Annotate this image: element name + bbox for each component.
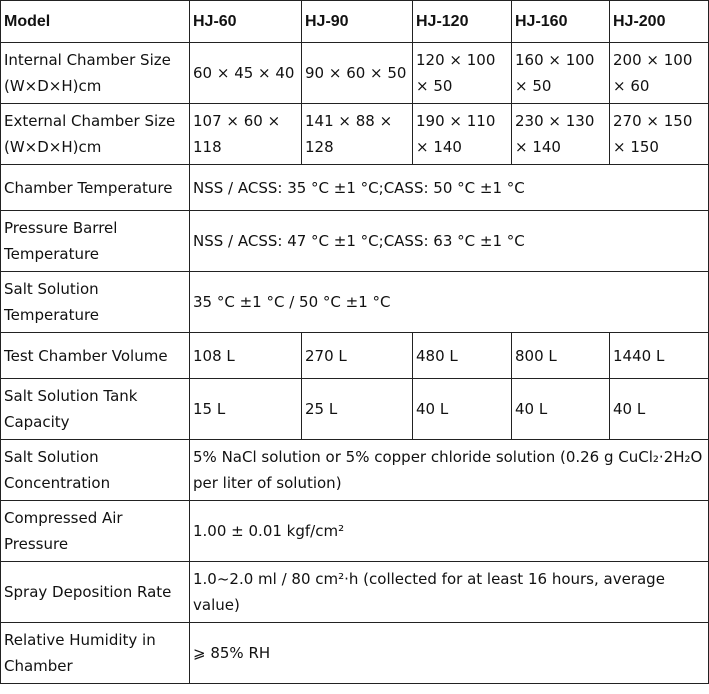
table-cell: 40 L [413,379,512,440]
row-label: Salt Solution Tank Capacity [1,379,190,440]
table-row [1,440,709,501]
table-cell: 230 × 130 × 140 [512,104,610,165]
table-row [1,562,709,623]
row-label: Salt Solution Concentration [1,440,190,501]
table-cell: 160 × 100 × 50 [512,43,610,104]
row-label: Salt Solution Temperature [1,272,190,333]
table-cell-merged: 5% NaCl solution or 5% copper chloride solution (0.26 g CuCl₂·2H₂O per liter of solution) [190,440,709,501]
table-row [1,272,709,333]
table-row [1,623,709,684]
table-cell-merged: ⩾ 85% RH [190,623,709,684]
row-label: External Chamber Size (W×D×H)cm [1,104,190,165]
header-cell-hj160: HJ-160 [512,1,610,43]
table-cell: 270 × 150 × 150 [610,104,709,165]
table-row [1,165,709,211]
header-cell-hj90: HJ-90 [302,1,413,43]
table-cell: 141 × 88 × 128 [302,104,413,165]
table-row [1,104,709,165]
table-cell: 120 × 100 × 50 [413,43,512,104]
row-label: Relative Humidity in Chamber [1,623,190,684]
header-cell-hj120: HJ-120 [413,1,512,43]
table-row [1,43,709,104]
table-cell: 480 L [413,333,512,379]
table-row [1,501,709,562]
table-cell-merged: NSS / ACSS: 35 °C ±1 °C;CASS: 50 °C ±1 °C [190,165,709,211]
table-row [1,379,709,440]
row-label: Test Chamber Volume [1,333,190,379]
table-cell: 90 × 60 × 50 [302,43,413,104]
header-cell-model: Model [1,1,190,43]
header-row [1,1,709,43]
row-label: Internal Chamber Size (W×D×H)cm [1,43,190,104]
table-cell: 1440 L [610,333,709,379]
header-cell-hj200: HJ-200 [610,1,709,43]
table-cell: 40 L [610,379,709,440]
table-cell: 107 × 60 × 118 [190,104,302,165]
table-cell: 25 L [302,379,413,440]
table-cell: 15 L [190,379,302,440]
table-cell: 40 L [512,379,610,440]
row-label: Spray Deposition Rate [1,562,190,623]
header-cell-hj60: HJ-60 [190,1,302,43]
table-cell: 200 × 100 × 60 [610,43,709,104]
table-cell-merged: 1.00 ± 0.01 kgf/cm² [190,501,709,562]
table-cell-merged: 35 °C ±1 °C / 50 °C ±1 °C [190,272,709,333]
row-label: Pressure Barrel Temperature [1,211,190,272]
table-cell: 800 L [512,333,610,379]
row-label: Compressed Air Pressure [1,501,190,562]
table-cell: 190 × 110 × 140 [413,104,512,165]
table-cell: 108 L [190,333,302,379]
table-cell: 270 L [302,333,413,379]
row-label: Chamber Temperature [1,165,190,211]
table-row [1,333,709,379]
table-row [1,211,709,272]
table-cell: 60 × 45 × 40 [190,43,302,104]
table-cell-merged: 1.0~2.0 ml / 80 cm²·h (collected for at least 16 hours, average value) [190,562,709,623]
table-cell-merged: NSS / ACSS: 47 °C ±1 °C;CASS: 63 °C ±1 °C [190,211,709,272]
